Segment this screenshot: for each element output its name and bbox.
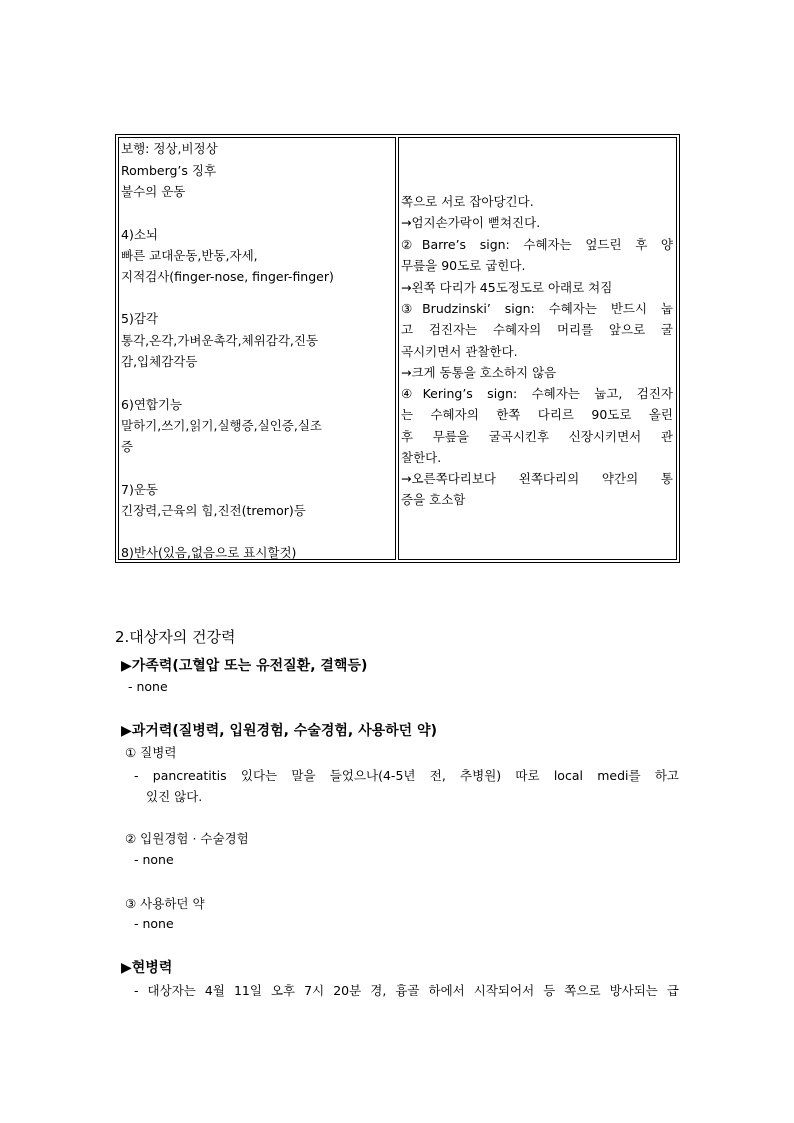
- table-right-line: →엄지손가락이 뻗쳐진다.: [401, 215, 541, 230]
- table-right-line: 고 검진자는 수혜자의 머리를 앞으로 굴: [401, 322, 673, 337]
- table-left-line: 말하기,쓰기,읽기,실행증,실인증,실조: [121, 418, 322, 433]
- table-right-line: ②Barre’s sign: 수혜자는 엎드린 후 양: [401, 237, 673, 252]
- table-left-line: 5)감각: [121, 311, 158, 326]
- section-title: 2.대상자의 건강력: [115, 628, 236, 646]
- table-right-line: 증을 호소함: [401, 492, 466, 507]
- table-left-line: 7)운동: [121, 482, 158, 497]
- present-illness-heading: ▶현병력: [121, 960, 173, 976]
- medications-label: ③ 사용하던 약: [125, 896, 205, 911]
- table-right-line: →오른쪽다리보다 왼쪽다리의 약간의 통: [401, 471, 673, 486]
- disease-history-label: ① 질병력: [125, 745, 177, 760]
- family-history-value: - none: [128, 679, 168, 694]
- table-left-line: 긴장력,근육의 힘,진전(tremor)등: [121, 503, 306, 518]
- table-right-line: 찰한다.: [401, 450, 442, 465]
- admission-surgery-value: - none: [134, 852, 174, 867]
- table-cell-right: [398, 137, 677, 560]
- admission-surgery-label: ② 입원경험 · 수술경험: [125, 831, 249, 846]
- table-left-line: 감,입체감각등: [121, 354, 198, 369]
- table-left-line: 6)연합기능: [121, 397, 183, 412]
- table-right-line: 후 무릎을 굴곡시킨후 신장시키면서 관: [401, 429, 673, 444]
- disease-history-line: 있진 않다.: [146, 789, 203, 804]
- table-left-line: 지적검사(finger-nose, finger-finger): [121, 269, 334, 284]
- table-right-line: 곡시키면서 관찰한다.: [401, 344, 518, 359]
- table-right-line: →크게 동통을 호소하지 않음: [401, 365, 557, 380]
- family-history-heading: ▶가족력(고혈압 또는 유전질환, 결핵등): [121, 658, 368, 674]
- table-left-line: 8)반사(있음,없음으로 표시할것): [121, 545, 297, 560]
- table-left-line: 빠른 교대운동,반동,자세,: [121, 248, 258, 263]
- table-right-line: ③Brudzinski’ sign: 수혜자는 반드시 눕: [401, 301, 673, 316]
- disease-history-line: - pancreatitis 있다는 말을 들었으나(4-5년 전, 추병원) 따로 local medi를 하고: [134, 768, 679, 783]
- table-left-line: Romberg’s 징후: [121, 163, 217, 178]
- assessment-table: [115, 134, 680, 563]
- table-right-line: 는 수혜자의 한쪽 다리르 90도로 올린: [401, 407, 673, 422]
- table-left-line: 불수의 운동: [121, 184, 186, 199]
- table-left-line: 4)소뇌: [121, 227, 158, 242]
- table-right-line: ④Kering’s sign: 수혜자는 눕고, 검진자: [401, 386, 673, 401]
- present-illness-line: - 대상자는 4월 11일 오후 7시 20분 경, 흉골 하에서 시작되어서 등 쪽으로 방사되는 급: [134, 983, 679, 998]
- table-cell-left: [118, 137, 396, 560]
- table-left-line: 보행: 정상,비정상: [121, 141, 218, 156]
- table-left-line: 통각,온각,가벼운촉각,체위감각,진동: [121, 333, 319, 348]
- table-left-line: 증: [121, 439, 134, 454]
- past-history-heading: ▶과거력(질병력, 입원경험, 수술경험, 사용하던 약): [121, 723, 437, 739]
- medications-value: - none: [134, 916, 174, 931]
- table-right-line: →왼쪽 다리가 45도정도로 아래로 쳐짐: [401, 280, 613, 295]
- table-right-line: 쪽으로 서로 잡아당긴다.: [401, 194, 534, 209]
- table-right-line: 무릎을 90도로 굽힌다.: [401, 258, 526, 273]
